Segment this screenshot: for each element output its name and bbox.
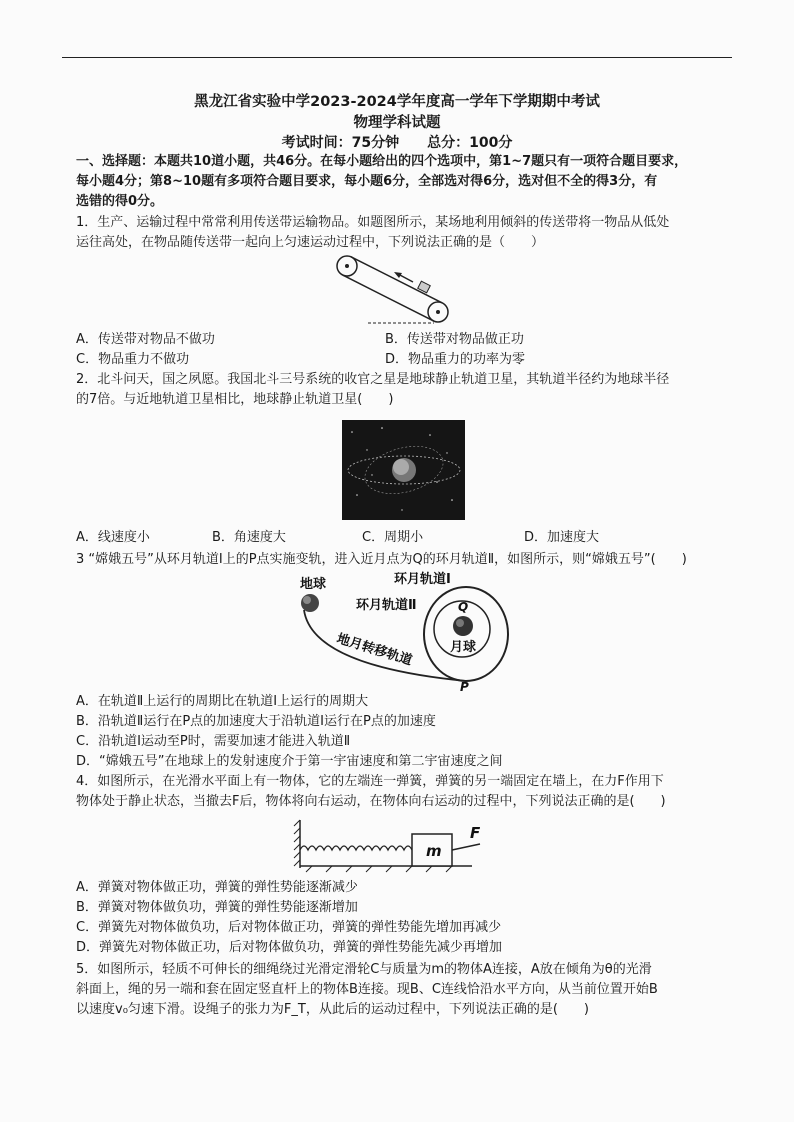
question-4-option-c: C．弹簧先对物体做负功，后对物体做正功，弹簧的弹性势能先增加再减少 (76, 920, 502, 935)
question-5-stem: 以速度v₀匀速下滑。设绳子的张力为F_T，从此后的运动过程中，下列说法正确的是( ) (76, 1002, 589, 1017)
exam-title: 黑龙江省实验中学2023-2024学年度高一学年下学期期中考试 (194, 94, 600, 110)
orbit-2-label: 环月轨道Ⅱ (356, 598, 417, 613)
section-intro: 一、选择题：本题共10道小题，共46分。在每小题给出的四个选项中，第1~7题只有一项符合题目要求， (76, 154, 688, 169)
force-label: F (470, 824, 481, 842)
question-3-option-b: B．沿轨道Ⅱ运行在P点的加速度大于沿轨道Ⅰ运行在P点的加速度 (76, 714, 436, 729)
question-4-option-a: A．弹簧对物体做正功，弹簧的弹性势能逐渐减少 (76, 880, 358, 895)
question-4-option-d: D．弹簧先对物体做正功，后对物体做负功，弹簧的弹性势能先减少再增加 (76, 940, 503, 955)
point-q-label: Q (458, 600, 469, 614)
question-2-option-d: D．加速度大 (524, 530, 600, 545)
orbit-1-label: 环月轨道Ⅰ (394, 572, 451, 587)
question-1-option-b: B．传送带对物品做正功 (385, 332, 524, 347)
question-3-option-d: D．“嫦娥五号”在地球上的发射速度介于第一宇宙速度和第二宇宙速度之间 (76, 754, 503, 769)
question-5-stem: 5．如图所示，轻质不可伸长的细绳绕过光滑定滑轮C与质量为m的物体A连接，A放在倾角为θ的光滑 (76, 962, 652, 977)
question-1-option-a: A．传送带对物品不做功 (76, 332, 215, 347)
transfer-orbit-label: 地月转移轨道 (334, 631, 414, 669)
question-1-option-c: C．物品重力不做功 (76, 352, 190, 367)
question-5-stem: 斜面上，绳的另一端和套在固定竖直杆上的物体B连接。现B、C连线恰沿水平方向，从当前位置开始B (76, 982, 658, 997)
exam-info: 考试时间：75分钟 总分：100分 (281, 135, 513, 151)
question-3-stem: 3 “嫦娥五号”从环月轨道Ⅰ上的P点实施变轨，进入近月点为Q的环月轨道Ⅱ，如图所示，则“嫦娥五号”( ) (76, 552, 687, 567)
section-intro: 选错的得0分。 (76, 194, 164, 209)
earth-label: 地球 (300, 577, 327, 592)
question-4-option-b: B．弹簧对物体做负功，弹簧的弹性势能逐渐增加 (76, 900, 358, 915)
satellite-photo (342, 420, 465, 520)
question-1-stem: 1．生产、运输过程中常常利用传送带运输物品。如题图所示，某场地利用倾斜的传送带将一物品从低处 (76, 215, 670, 230)
spring-mass-diagram (292, 818, 492, 874)
question-1-option-d: D．物品重力的功率为零 (385, 352, 526, 367)
conveyor-belt-figure (330, 250, 455, 326)
question-2-option-a: A．线速度小 (76, 530, 150, 545)
point-p-label: P (460, 680, 469, 692)
question-3-option-a: A．在轨道Ⅱ上运行的周期比在轨道Ⅰ上运行的周期大 (76, 694, 369, 709)
lunar-orbit-diagram (272, 570, 522, 692)
question-4-stem: 4．如图所示，在光滑水平面上有一物体，它的左端连一弹簧，弹簧的另一端固定在墙上，在力F作用下 (76, 774, 664, 789)
header-rule (62, 57, 732, 58)
question-3-option-c: C．沿轨道Ⅰ运动至P时，需要加速才能进入轨道Ⅱ (76, 734, 351, 749)
question-2-stem: 的7倍。与近地轨道卫星相比，地球静止轨道卫星( ) (76, 392, 394, 407)
section-intro: 每小题4分；第8~10题有多项符合题目要求，每小题6分，全部选对得6分，选对但不全的得3分，有 (76, 174, 658, 189)
mass-label: m (426, 842, 442, 860)
question-2-option-b: B．角速度大 (212, 530, 286, 545)
subject-title: 物理学科试题 (353, 115, 441, 131)
question-4-stem: 物体处于静止状态，当撤去F后，物体将向右运动，在物体向右运动的过程中，下列说法正确的是( ) (76, 794, 666, 809)
question-1-stem: 运往高处，在物品随传送带一起向上匀速运动过程中，下列说法正确的是（ ） (76, 235, 545, 250)
question-2-option-c: C．周期小 (362, 530, 424, 545)
question-2-stem: 2．北斗问天，国之夙愿。我国北斗三号系统的收官之星是地球静止轨道卫星，其轨道半径约为地球半径 (76, 372, 670, 387)
moon-label: 月球 (450, 640, 477, 655)
